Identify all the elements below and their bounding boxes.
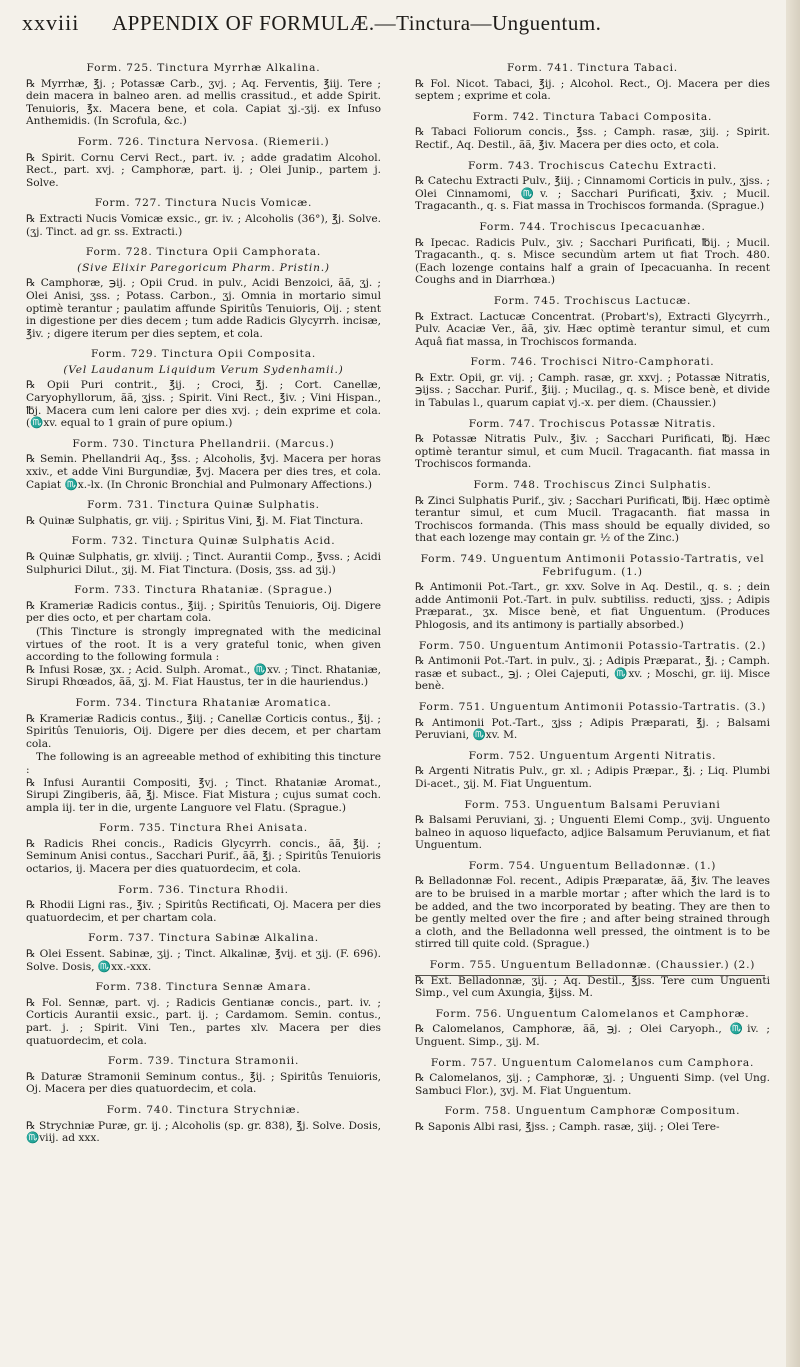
formula-body: ℞ Ext. Belladonnæ, ʒij. ; Aq. Destil., ℥jss. Tere cum Unguenti Simp., vel cum Axungia, ℥ijss. M. — [415, 974, 770, 1000]
formula-title: Form. 748. Trochiscus Zinci Sulphatis. — [473, 479, 712, 492]
formula-entry — [415, 701, 770, 742]
formula-entry — [415, 418, 770, 471]
formula-body: ℞ Potassæ Nitratis Pulv., ℥iv. ; Sacchari Purificati, ℔j. Hæc optimè terantur simul, et cum Mucil. Tragacanth. fiat massa in Trochiscos formanda. — [415, 433, 770, 471]
formula-title: Form. 741. Tinctura Tabaci. — [507, 62, 678, 74]
formula-title: Form. 734. Tinctura Rhataniæ Aromatica. — [75, 696, 332, 709]
formula-title: Form. 737. Tinctura Sabinæ Alkalina. — [88, 932, 319, 945]
formula-entry — [26, 348, 381, 430]
formula-body: ℞ Zinci Sulphatis Purif., ʒiv. ; Sacchari Purificati, ℔ij. Hæc optimè terantur simul, et cum Mucil. Tragacanth. fiat massa in Trochiscos formanda. (This mass should be equally divided, so that each lozenge may contain gr. ½ of the Zinc.) — [415, 494, 770, 545]
formula-entry — [26, 197, 381, 238]
formula-title: Form. 727. Tinctura Nucis Vomicæ. — [94, 197, 313, 210]
formula-entry — [415, 62, 770, 103]
formula-body: ℞ Camphoræ, ℈ij. ; Opii Crud. in pulv., Acidi Benzoici, ãã, ʒj. ; Olei Anisi, ʒss. ; Potass. Carbon., ʒj. Omnia in mortario simul optimè terantur ; paulatim affunde Spiritûs Tenuioris, Oij. ; stent in digestione per dies decem ; tum adde Radicis Glycyrrh. incisæ, ℥iv. ; digere iterum per dies septem, et cola. — [26, 277, 381, 340]
formula-entry — [26, 884, 381, 925]
page-number: xxviii — [22, 10, 80, 35]
formula-title: Form. 726. Tinctura Nervosa. (Riemerii.) — [77, 135, 330, 148]
formula-body: ℞ Saponis Albi rasi, ℥jss. ; Camph. rasæ, ʒiij. ; Olei Tere- — [415, 1120, 720, 1133]
formula-note: The following is an agreeable method of exhibiting this tincture : — [26, 751, 381, 776]
formula-entry — [415, 160, 770, 213]
formula-title: Form. 758. Unguentum Camphoræ Compositum. — [444, 1105, 741, 1118]
formula-entry — [26, 136, 381, 189]
formula-entry — [415, 553, 770, 632]
formula-title: Form. 750. Unguentum Antimonii Potassio-Tartratis. (2.) — [418, 639, 767, 652]
formula-entry — [415, 860, 770, 951]
page-header — [0, 0, 800, 60]
formula-body: ℞ Daturæ Stramonii Seminum contus., ℥ij. ; Spiritûs Tenuioris, Oj. Macera per dies quatuordecim, et cola. — [26, 1070, 381, 1096]
formula-body: ℞ Infusi Aurantii Compositi, ℥vj. ; Tinct. Rhataniæ Aromat., Sirupi Zingiberis, ãã, ℥j. Misce. Fiat Mistura ; cujus sumat coch. ampla iij. ter in die, urgente Languore vel Flatu. (Sprague.) — [26, 776, 381, 814]
formula-title: Form. 754. Unguentum Belladonnæ. (1.) — [468, 859, 717, 872]
formula-title: Form. 729. Tinctura Opii Composita. — [90, 348, 317, 361]
formula-body: ℞ Quinæ Sulphatis, gr. xlviij. ; Tinct. Aurantii Comp., ℥vss. ; Acidi Sulphurici Dilut., ʒij. M. Fiat Tinctura. (Dosis, ʒss. ad ʒij.) — [26, 551, 381, 576]
formula-body: ℞ Semin. Phellandrii Aq., ℥ss. ; Alcoholis, ℥vj. Macera per horas xxiv., et adde Vini Burgundiæ, ℥vj. Macera per dies tres, et cola. Capiat ♏x.-lx. (In Chronic Bronchial and Pulmonary Affections.) — [26, 453, 381, 491]
formula-body: ℞ Fol. Nicot. Tabaci, ℥ij. ; Alcohol. Rect., Oj. Macera per dies septem ; exprime et cola. — [415, 77, 770, 103]
formula-body: ℞ Strychniæ Puræ, gr. ij. ; Alcoholis (sp. gr. 838), ℥j. Solve. Dosis, ♏viij. ad xxx. — [26, 1119, 381, 1145]
formula-body: ℞ Fol. Sennæ, part. vj. ; Radicis Gentianæ concis., part. iv. ; Corticis Aurantii exsic., part. ij. ; Cardamom. Semin. contus., part. j. ; Spirit. Vini Ten., partes xlv. Macera per dies quatuordecim, et cola. — [26, 996, 381, 1047]
formula-entry — [26, 535, 381, 576]
formula-body: ℞ Extract. Lactucæ Concentrat. (Probart's), Extracti Glycyrrh., Pulv. Acaciæ Ver., ãã, ʒiv. Hæc optimè terantur simul, et cum Aquâ fiat massa, in Trochiscos formanda. — [415, 310, 770, 348]
formula-body: ℞ Myrrhæ, ℥j. ; Potassæ Carb., ʒvj. ; Aq. Ferventis, ℥iij. Tere ; dein macera in balneo aren. ad mellis crassitud., et adde Spirit. Tenuioris, ℥x. Macera bene, et cola. Capiat ʒj.-ʒij. ex Infuso Anthemidis. (In Scrofula, &c.) — [26, 77, 381, 128]
formula-body: ℞ Calomelanos, ʒij. ; Camphoræ, ʒj. ; Unguenti Simp. (vel Ung. Sambuci Flor.), ʒvj. M. Fiat Unguentum. — [415, 1072, 770, 1097]
right-column — [415, 62, 770, 1142]
formula-body: ℞ Antimonii Pot.-Tart. in pulv., ʒj. ; Adipis Præparat., ℥j. ; Camph. rasæ et subact., ℈j. ; Olei Cajeputi, ♏xv. ; Moschi, gr. iij. Misce benè. — [415, 655, 770, 693]
formula-entry — [415, 750, 770, 791]
formula-entry — [26, 584, 381, 689]
formula-body: ℞ Antimonii Pot.-Tart., gr. xxv. Solve in Aq. Destil., q. s. ; dein adde Antimonii Pot.-Tart. in pulv. subtiliss. reducti, ʒjss. ; Adipis Præparat., ʒx. Misce benè, et fiat Unguentum. (Produces Phlogosis, and its antimony is partially absorbed.) — [415, 581, 770, 631]
formula-title: Form. 746. Trochisci Nitro-Camphorati. — [470, 356, 715, 369]
formula-title: Form. 731. Tinctura Quinæ Sulphatis. — [87, 499, 320, 512]
formula-entry — [26, 981, 381, 1047]
formula-body: ℞ Krameriæ Radicis contus., ℥iij. ; Canellæ Corticis contus., ℥ij. ; Spiritûs Tenuioris, Oij. Digere per dies decem, et per chartam cola. — [26, 712, 381, 750]
left-column — [26, 62, 381, 1153]
formula-title: Form. 735. Tinctura Rhei Anisata. — [99, 822, 308, 835]
formula-body: ℞ Quinæ Sulphatis, gr. viij. ; Spiritus Vini, ℥j. M. Fiat Tinctura. — [26, 514, 364, 527]
formula-entry — [415, 111, 770, 152]
formula-entry — [26, 499, 381, 527]
formula-entry — [26, 932, 381, 973]
formula-title: Form. 747. Trochiscus Potassæ Nitratis. — [468, 417, 717, 430]
formula-entry — [415, 356, 770, 409]
formula-entry — [26, 438, 381, 491]
formula-title: Form. 739. Tinctura Stramonii. — [107, 1055, 300, 1068]
formula-entry — [26, 246, 381, 340]
formula-note: (This Tincture is strongly impregnated with the medicinal virtues of the root. It is a very grateful tonic, when given according to the following formula : — [26, 625, 381, 664]
formula-title: Form. 756. Unguentum Calomelanos et Camphoræ. — [435, 1007, 750, 1020]
formula-title: Form. 728. Tinctura Opii Camphorata. — [85, 246, 322, 259]
formula-subtitle: (Sive Elixir Paregoricum Pharm. Pristin.) — [77, 261, 330, 274]
formula-title: Form. 751. Unguentum Antimonii Potassio-Tartratis. (3.) — [418, 700, 767, 713]
formula-body: ℞ Argenti Nitratis Pulv., gr. xl. ; Adipis Præpar., ℥j. ; Liq. Plumbi Di-acet., ʒij. M. Fiat Unguentum. — [415, 765, 770, 790]
formula-body: ℞ Krameriæ Radicis contus., ℥iij. ; Spiritûs Tenuioris, Oij. Digere per dies octo, et per chartam cola. — [26, 599, 381, 625]
formula-entry — [415, 479, 770, 545]
running-head: APPENDIX OF FORMULÆ.—Tinctura—Unguentum. — [112, 11, 602, 35]
formula-entry — [415, 295, 770, 348]
formula-title: Form. 743. Trochiscus Catechu Extracti. — [468, 159, 717, 172]
formula-entry — [415, 1057, 770, 1098]
formula-body: ℞ Rhodii Ligni ras., ℥iv. ; Spiritûs Rectificati, Oj. Macera per dies quatuordecim, et per chartam cola. — [26, 899, 381, 924]
formula-entry — [415, 1105, 770, 1133]
formula-body: ℞ Catechu Extracti Pulv., ℥iij. ; Cinnamomi Corticis in pulv., ʒjss. ; Olei Cinnamomi, ♏v. ; Sacchari Purificati, ℥xiv. ; Mucil. Tragacanth., q. s. Fiat massa in Trochiscos formanda. (Sprague.) — [415, 175, 770, 213]
formula-title: Form. 740. Tinctura Strychniæ. — [106, 1103, 301, 1116]
formula-title: Form. 745. Trochiscus Lactucæ. — [493, 294, 692, 307]
formula-entry — [415, 1008, 770, 1049]
formula-entry — [26, 1055, 381, 1096]
formula-title: Form. 733. Tinctura Rhataniæ. (Sprague.) — [74, 584, 333, 597]
formula-entry — [415, 799, 770, 852]
formula-title: Form. 736. Tinctura Rhodii. — [118, 883, 289, 896]
formula-entry — [415, 959, 770, 1000]
formula-body: ℞ Balsami Peruviani, ʒj. ; Unguenti Elemi Comp., ʒvij. Unguento balneo in aquoso liquefacto, adjice Balsamum Peruvianum, et fiat Unguentum. — [415, 814, 770, 852]
formula-entry — [26, 697, 381, 814]
formula-title: Form. 744. Trochiscus Ipecacuanhæ. — [479, 220, 706, 233]
formula-title: Form. 738. Tinctura Sennæ Amara. — [95, 981, 312, 994]
formula-body: ℞ Infusi Rosæ, ʒx. ; Acid. Sulph. Aromat., ♏xv. ; Tinct. Rhataniæ, Sirupi Rhœados, ãã, ʒj. M. Fiat Haustus, ter in die hauriendus.) — [26, 663, 381, 689]
formula-title: Form. 742. Tinctura Tabaci Composita. — [472, 110, 713, 123]
formula-body: ℞ Calomelanos, Camphoræ, ãã, ℈j. ; Olei Caryoph., ♏iv. ; Unguent. Simp., ʒij. M. — [415, 1023, 770, 1048]
formula-title: Form. 725. Tinctura Myrrhæ Alkalina. — [86, 62, 321, 74]
formula-entry — [415, 640, 770, 693]
formula-entry — [26, 822, 381, 875]
formula-body: ℞ Tabaci Foliorum concis., ℥ss. ; Camph. rasæ, ʒiij. ; Spirit. Rectif., Aq. Destil., ãã, ℥iv. Macera per dies octo, et cola. — [415, 126, 770, 151]
formula-body: ℞ Extr. Opii, gr. vij. ; Camph. rasæ, gr. xxvj. ; Potassæ Nitratis, ℈ijss. ; Sacchar. Purif., ℥iij. ; Mucilag., q. s. Misce benè, et divide in Tabulas l., quarum capiat vj.-x. per diem. (Chaussier.) — [415, 371, 770, 410]
formula-title: Form. 753. Unguentum Balsami Peruviani — [464, 798, 721, 811]
formula-body: ℞ Ipecac. Radicis Pulv., ʒiv. ; Sacchari Purificati, ℔ij. ; Mucil. Tragacanth., q. s. Misce secundùm artem ut fiat Troch. 480. (Each lozenge contains half a grain of Ipecacuanha. In recent Coughs and in Diarrhœa.) — [415, 236, 770, 287]
formula-body: ℞ Extracti Nucis Vomicæ exsic., gr. iv. ; Alcoholis (36°), ℥j. Solve. (ʒj. Tinct. ad gr. ss. Extracti.) — [26, 212, 381, 238]
formula-title: Form. 732. Tinctura Quinæ Sulphatis Acid. — [71, 535, 336, 548]
formula-entry — [26, 1104, 381, 1145]
formula-body: ℞ Spirit. Cornu Cervi Rect., part. iv. ; adde gradatim Alcohol. Rect., part. xvj. ; Camphoræ, part. ij. ; Olei Junip., partem j. Solve. — [26, 151, 381, 189]
formula-body: ℞ Antimonii Pot.-Tart., ʒjss ; Adipis Præparati, ℥j. ; Balsami Peruviani, ♏xv. M. — [415, 716, 770, 742]
formula-title: Form. 757. Unguentum Calomelanos cum Camphora. — [430, 1056, 755, 1069]
formula-subtitle: (Vel Laudanum Liquidum Verum Sydenhamii.) — [63, 363, 344, 376]
formula-title: Form. 755. Unguentum Belladonnæ. (Chaussier.) (2.) — [429, 959, 756, 972]
page-edge — [786, 0, 800, 1367]
formula-entry — [26, 62, 381, 128]
formula-title: Form. 752. Unguentum Argenti Nitratis. — [468, 749, 717, 762]
formula-body: ℞ Belladonnæ Fol. recent., Adipis Præparatæ, ãã, ℥iv. The leaves are to be bruised in a marble mortar ; after which the lard is to be added, and the two incorporated by beating. They are then to be gently melted over the fire ; and after being strained through a cloth, and the Belladonna well pressed, the ointment is to be stirred till quite cold. (Sprague.) — [415, 875, 770, 951]
formula-title: Form. 749. Unguentum Antimonii Potassio-Tartratis, vel Febrifugum. (1.) — [420, 553, 765, 578]
formula-title: Form. 730. Tinctura Phellandrii. (Marcus.) — [72, 437, 335, 450]
formula-entry — [415, 221, 770, 287]
formula-body: ℞ Olei Essent. Sabinæ, ʒij. ; Tinct. Alkalinæ, ℥vij. et ʒij. (F. 696). Solve. Dosis, ♏xx.-xxx. — [26, 948, 381, 973]
formula-body: ℞ Radicis Rhei concis., Radicis Glycyrrh. concis., ãã, ℥ij. ; Seminum Anisi contus., Sacchari Purif., ãã, ℥j. ; Spiritûs Tenuioris octarios, ij. Macera per dies quatuordecim, et cola. — [26, 837, 381, 876]
formula-body: ℞ Opii Puri contrit., ℥ij. ; Croci, ℥j. ; Cort. Canellæ, Caryophyllorum, ãã, ʒjss. ; Spirit. Vini Rect., ℥iv. ; Vini Hispan., ℔j. Macera cum leni calore per dies xvj. ; dein exprime et cola. (♏xv. equal to 1 grain of pure opium.) — [26, 379, 381, 430]
